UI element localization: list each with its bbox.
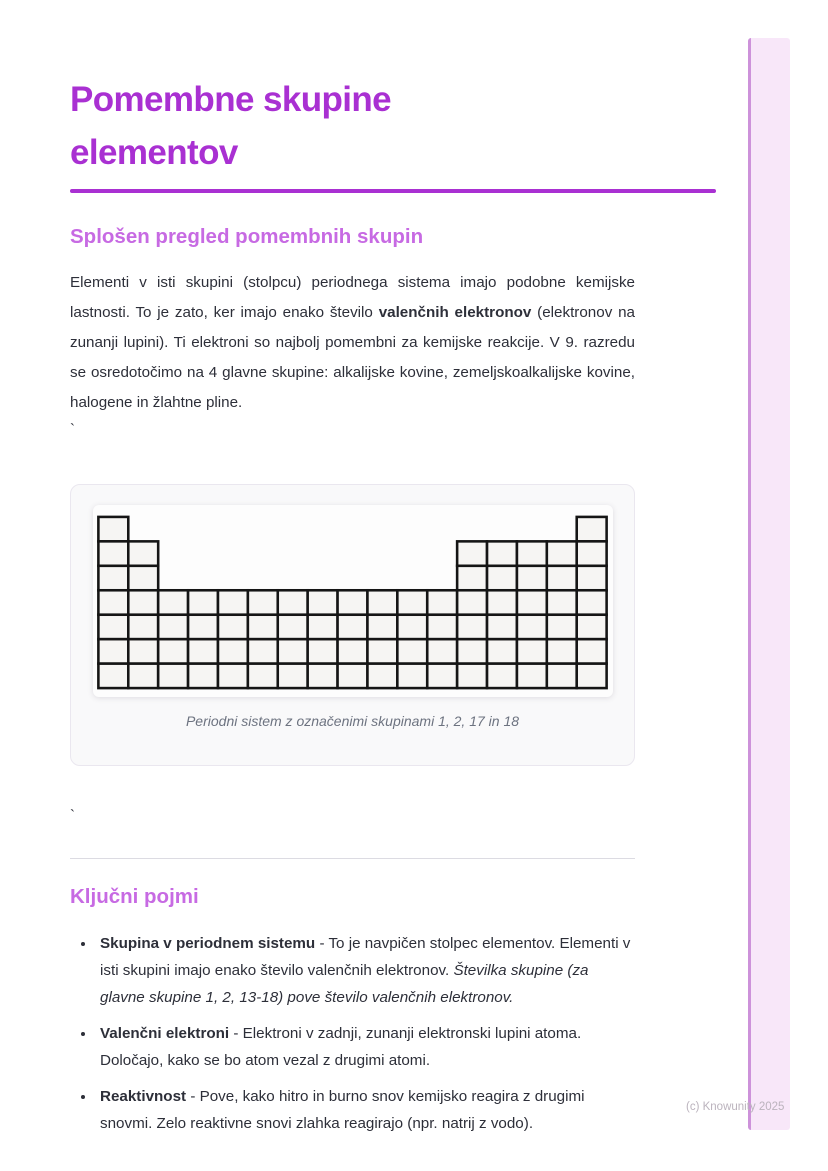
side-accent-strip [748, 38, 790, 1130]
term-description: - To je navpičen stolpec elementov. Elementi v isti skupini imajo enako število valenčnih elektronov. [100, 935, 631, 979]
figure-caption: Periodni sistem z označenimi skupinami 1, 2, 17 in 18 [185, 713, 520, 729]
intro-text-2: (elektronov na zunanji lupini). Ti elektroni so najbolj pomembni za kemijske reakcije. V 9. razredu se osredotočimo na 4 glavne skupine: alkalijske kovine, zemeljskoalkalijske kovine, halogene in žlahtne pline. [70, 304, 635, 411]
figure-panel [93, 505, 613, 697]
figure-card [70, 484, 635, 766]
title-divider [70, 189, 716, 193]
term-note: Številka skupine (za glavne skupine 1, 2, 13-18) pove število valenčnih elektronov. [100, 962, 589, 1006]
list-item [96, 1083, 635, 1137]
term-label: Skupina v periodnem sistemu [100, 935, 316, 952]
term-label: Valenčni elektroni [100, 1025, 230, 1042]
page-title: Pomembne skupine elementov [70, 80, 392, 172]
intro-paragraph [70, 268, 635, 418]
stray-backtick-2: ` [70, 807, 75, 824]
copyright-label: (c) Knowunity 2025 [686, 1101, 785, 1113]
overview-section-heading: Splošen pregled pomembnih skupin [70, 225, 424, 248]
page-content [70, 0, 635, 1146]
intro-text-1: Elementi v isti skupini (stolpcu) periodnega sistema imajo podobne kemijske lastnosti. To je zato, ker imajo enako število [70, 274, 635, 321]
term-description: - Pove, kako hitro in burno snov kemijsko reagira z drugimi snovmi. Zelo reaktivne snovi zlahka reagirajo (npr. natrij z vodo). [100, 1088, 585, 1132]
term-label: Reaktivnost [100, 1088, 187, 1105]
key-terms-heading: Ključni pojmi [70, 885, 199, 908]
periodic-table-svg [97, 505, 608, 690]
key-terms-list [70, 930, 635, 1137]
intro-bold-term: valenčnih elektronov [378, 304, 532, 321]
term-description: - Elektroni v zadnji, zunanji elektronski lupini atoma. Določajo, kako se bo atom vezal z drugimi atomi. [100, 1025, 582, 1069]
list-item [96, 1020, 635, 1074]
stray-backtick-1: ` [70, 421, 75, 438]
list-item [96, 930, 635, 1011]
section-divider [70, 858, 635, 859]
